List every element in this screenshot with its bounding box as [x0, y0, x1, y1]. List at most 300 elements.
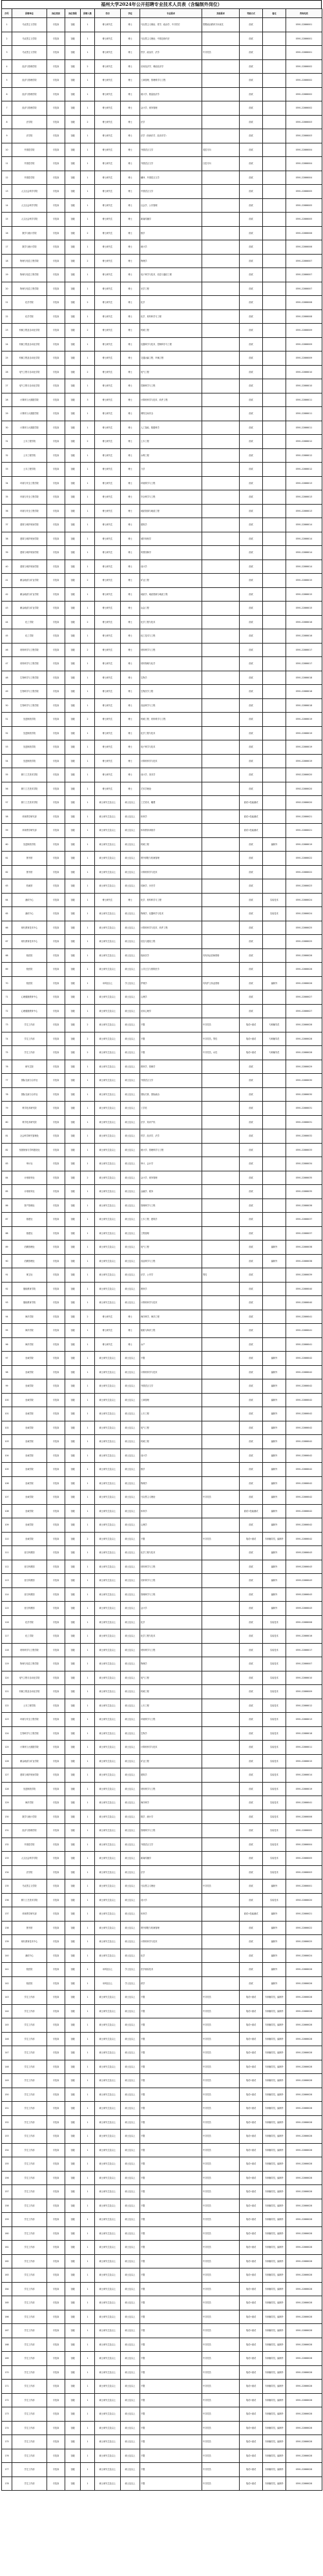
table-cell: 面试	[240, 379, 263, 393]
table-cell: 0591-22866004	[286, 157, 322, 171]
table-cell: 初级	[65, 1602, 81, 1616]
table-cell: 不限	[140, 2477, 202, 2491]
table-cell: 环境科学与工程	[140, 476, 202, 490]
table-cell	[202, 393, 240, 407]
table-cell: 国际交流与合作处	[12, 1087, 47, 1102]
table-cell: 硕士及以上	[121, 837, 140, 852]
table-cell: 教育学、管理学	[140, 1060, 202, 1074]
table-cell: 专技岗	[47, 1421, 65, 1435]
table-cell: 初级	[65, 337, 81, 351]
table-cell: 学生工作部	[12, 1018, 47, 1032]
table-cell: 0591-22866028	[286, 2296, 322, 2310]
table-cell: 中共党员	[202, 2282, 240, 2296]
table-cell: 面试	[240, 1171, 263, 1185]
table-cell: 专技岗	[47, 2463, 65, 2477]
table-cell: 初级	[65, 351, 81, 366]
table-cell	[202, 587, 240, 602]
table-cell: 1	[81, 1226, 95, 1241]
table-cell: 硕士及以上	[121, 1893, 140, 1907]
table-row	[2, 907, 322, 921]
table-cell: 专技岗	[47, 879, 65, 894]
table-cell: 1	[81, 407, 95, 421]
table-cell: 48	[2, 671, 12, 685]
table-cell: 1	[81, 2380, 95, 2394]
table-cell	[202, 824, 240, 838]
table-cell: 1	[81, 2060, 95, 2074]
table-cell: 0591-22866018	[286, 698, 322, 713]
table-row	[2, 379, 322, 393]
table-cell: 校医院	[12, 948, 47, 963]
table-cell	[202, 1963, 240, 1977]
table-cell: 面试	[240, 435, 263, 449]
table-cell: 0591-22866019	[286, 740, 322, 755]
table-cell: 硕士及以上	[121, 2185, 140, 2199]
table-cell: 编制外	[263, 1963, 286, 1977]
table-cell: 笔试+面试	[240, 2380, 263, 2394]
table-cell: 体育教学研究部	[12, 810, 47, 824]
table-row	[2, 1185, 322, 1199]
table-cell: 129	[2, 1796, 12, 1810]
table-cell: 专技岗	[47, 2365, 65, 2380]
table-cell: 1	[81, 935, 95, 949]
table-cell	[263, 629, 286, 644]
table-cell: 0591-22866038	[286, 1254, 322, 1268]
table-cell: 2	[81, 1018, 95, 1032]
table-cell: 专技岗	[47, 282, 65, 296]
table-cell: 0591-22866028	[286, 2463, 322, 2477]
table-cell: 光学工程	[140, 282, 202, 296]
table-cell: 1	[81, 1074, 95, 1088]
table-cell	[202, 1768, 240, 1783]
table-cell: 学生工作部	[12, 2268, 47, 2283]
table-cell: 1	[81, 726, 95, 740]
table-cell: 硕士研究生及以上	[95, 1657, 121, 1671]
table-cell: 初级	[65, 2143, 81, 2157]
table-cell: 初级	[65, 2060, 81, 2074]
table-cell: 硕士及以上	[121, 2463, 140, 2477]
table-cell: 硕士研究生及以上	[95, 2185, 121, 2199]
table-cell: 0591-22866016	[286, 629, 322, 644]
table-cell: 初级	[65, 1713, 81, 1727]
table-cell: 初级	[65, 2102, 81, 2116]
table-cell: 博士研究生	[95, 226, 121, 240]
table-cell: 初级	[65, 2365, 81, 2380]
table-cell: 海洋学院	[12, 1324, 47, 1338]
table-cell: 硕士研究生及以上	[95, 1532, 121, 1546]
table-cell: 0591-22866014	[286, 532, 322, 546]
table-cell: 硕士及以上	[121, 1643, 140, 1657]
table-cell	[202, 990, 240, 1005]
table-cell: 中共党员	[202, 46, 240, 60]
table-cell: 0591-22866018	[286, 671, 322, 685]
table-cell: 博士研究生	[95, 18, 121, 32]
table-cell: 面试	[240, 1657, 263, 1671]
table-cell: 面试	[240, 768, 263, 782]
table-cell: 1	[81, 421, 95, 435]
table-row	[2, 2074, 322, 2088]
table-cell: 中共党员	[202, 2338, 240, 2352]
table-cell: 面试	[240, 1491, 263, 1505]
table-cell: 初级	[65, 129, 81, 143]
table-cell	[263, 824, 286, 838]
table-row	[2, 1060, 322, 1074]
table-cell: 会计学、财务管理	[140, 101, 202, 116]
table-cell: 1	[81, 1407, 95, 1421]
table-cell: 工程管理	[140, 1226, 202, 1241]
table-cell: 心理学	[140, 990, 202, 1005]
table-cell: 硕士及以上	[121, 2310, 140, 2324]
table-cell: 0591-22866002	[286, 101, 322, 116]
table-cell: 体育教学研究部	[12, 1907, 47, 1922]
table-cell: 硕士及以上	[121, 2282, 140, 2296]
table-cell: 25	[2, 351, 12, 366]
table-cell: 面试	[240, 1768, 263, 1783]
table-cell: 工艺美术、雕塑	[140, 796, 202, 810]
table-cell	[263, 1004, 286, 1018]
table-cell: 1	[81, 2241, 95, 2255]
table-cell	[263, 407, 286, 421]
table-cell: 0591-22866009	[286, 324, 322, 338]
table-row	[2, 1865, 322, 1880]
table-cell: 0591-22866031	[286, 1102, 322, 1116]
table-cell: 63	[2, 879, 12, 894]
table-cell: 笔试+面试	[240, 2241, 263, 2255]
table-cell: 1	[81, 2282, 95, 2296]
table-cell: 编制外	[263, 1476, 286, 1491]
table-cell: 博士研究生	[95, 698, 121, 713]
table-cell: 计算机与大数据学院	[12, 393, 47, 407]
table-cell: 硕士及以上	[121, 1435, 140, 1449]
table-cell: 面试	[240, 852, 263, 866]
table-cell: 博士	[121, 504, 140, 518]
table-cell: 面试	[240, 587, 263, 602]
table-cell: 机械工程及自动化学院	[12, 1685, 47, 1699]
table-cell: 中共党员	[202, 1491, 240, 1505]
table-cell: 初级	[65, 2185, 81, 2199]
table-cell: 专技岗	[47, 1171, 65, 1185]
table-cell: 学生工作部	[12, 2407, 47, 2422]
table-row	[2, 2435, 322, 2449]
table-cell: 1	[81, 685, 95, 699]
table-cell	[263, 1199, 286, 1213]
table-cell: 笔试+面试	[240, 1046, 263, 1060]
table-cell	[263, 240, 286, 255]
table-cell: 50	[2, 698, 12, 713]
table-cell	[263, 1296, 286, 1310]
table-cell: 应用经济学、理论经济学	[140, 59, 202, 74]
table-cell: 博士	[121, 213, 140, 227]
table-cell: 面试	[240, 1337, 263, 1352]
table-cell: 继续教育学院	[12, 1282, 47, 1296]
table-cell: 1	[81, 1518, 95, 1533]
table-row	[2, 282, 322, 296]
table-cell	[202, 602, 240, 616]
table-row	[2, 324, 322, 338]
table-cell: 0591-22866028	[286, 2213, 322, 2227]
table-cell: 面试	[240, 948, 263, 963]
table-cell: 博士	[121, 1310, 140, 1324]
table-cell: 55	[2, 768, 12, 782]
table-cell	[202, 615, 240, 629]
table-cell: 专技岗	[47, 824, 65, 838]
table-cell: 不限	[140, 2185, 202, 2199]
table-cell: 面试	[240, 74, 263, 88]
table-cell: 初级	[65, 1143, 81, 1157]
table-cell: 0591-22866001	[286, 32, 322, 46]
table-cell: 面试+技能测试	[240, 796, 263, 810]
recruitment-table	[1, 8, 322, 2491]
table-cell: 计算机科学与技术	[140, 865, 202, 879]
table-cell: 0591-22866016	[286, 1629, 322, 1644]
table-cell: 初级	[65, 1560, 81, 1574]
table-row	[2, 448, 322, 463]
table-cell: 笔试+面试	[240, 2004, 263, 2018]
table-cell: 专职辅导员，编制外	[263, 1532, 286, 1546]
table-cell: 经济与管理学院	[12, 74, 47, 88]
table-cell: 硕士及以上	[121, 2296, 140, 2310]
table-cell: 晋江科教园	[12, 1560, 47, 1574]
table-cell: 1	[81, 1129, 95, 1144]
table-cell: 学生工作部	[12, 2004, 47, 2018]
table-cell: 交通运输工程、车辆工程	[140, 351, 202, 366]
table-cell: 面试	[240, 532, 263, 546]
table-cell: 专技岗	[47, 948, 65, 963]
table-cell: 1	[81, 865, 95, 879]
table-cell: 初级	[65, 2115, 81, 2130]
table-cell: 专技岗	[47, 671, 65, 685]
table-cell: 专技岗	[47, 351, 65, 366]
table-cell: 中共党员	[202, 2226, 240, 2241]
table-cell: 硕士及以上	[121, 2115, 140, 2130]
table-cell: 1	[81, 351, 95, 366]
table-cell	[263, 963, 286, 977]
table-cell: 专技岗	[47, 324, 65, 338]
table-row	[2, 2115, 322, 2130]
table-cell: 硕士及以上	[121, 907, 140, 921]
table-cell: 面试	[240, 1782, 263, 1796]
table-cell: 面试	[240, 59, 263, 74]
table-cell: 1	[81, 1921, 95, 1935]
table-cell: 1	[81, 1685, 95, 1699]
table-cell: 1	[81, 2268, 95, 2283]
table-cell: 硕士及以上	[121, 1129, 140, 1144]
table-cell: 土木工程	[140, 1407, 202, 1421]
table-cell	[202, 1643, 240, 1657]
table-cell: 0591-22866010	[286, 379, 322, 393]
table-cell: 0591-22866007	[286, 282, 322, 296]
table-cell: 紫金地质与矿业学院	[12, 587, 47, 602]
table-cell: 初级	[65, 1157, 81, 1171]
table-cell: 计算机与大数据学院	[12, 407, 47, 421]
table-cell: 编制外	[263, 1435, 286, 1449]
table-cell: 硕士研究生及以上	[95, 2352, 121, 2366]
table-cell: 0591-22866028	[286, 2365, 322, 2380]
table-cell: 硕士及以上	[121, 1143, 140, 1157]
table-cell: 专技岗	[47, 1726, 65, 1741]
table-cell: 马克思主义理论	[140, 1880, 202, 1894]
table-cell	[202, 254, 240, 268]
table-cell: 硕士研究生及以上	[95, 2282, 121, 2296]
table-cell: 统计学、数量经济学	[140, 87, 202, 101]
table-cell: 114	[2, 1587, 12, 1602]
table-cell: 初级	[65, 1976, 81, 1991]
table-cell: 149	[2, 2074, 12, 2088]
table-cell	[263, 671, 286, 685]
table-cell: 紫金地质与矿业学院	[12, 602, 47, 616]
column-header: 岗位等级	[65, 9, 81, 18]
table-cell: 笔试+面试	[240, 2393, 263, 2407]
table-cell	[202, 1254, 240, 1268]
table-row	[2, 2393, 322, 2407]
table-row	[2, 1268, 322, 1283]
table-row	[2, 893, 322, 907]
table-cell: 专技岗	[47, 1463, 65, 1477]
table-cell: 后勤管理处	[12, 1241, 47, 1255]
table-cell: 硕士及以上	[121, 1838, 140, 1852]
table-cell: 152	[2, 2115, 12, 2130]
table-cell: 金融学、税务	[140, 1185, 202, 1199]
table-cell: 面试	[240, 337, 263, 351]
table-cell: 初级	[65, 46, 81, 60]
table-cell: 初级	[65, 1393, 81, 1407]
table-cell: 初级	[65, 1324, 81, 1338]
table-cell: 博士	[121, 171, 140, 185]
table-cell: 硕士研究生及以上	[95, 1685, 121, 1699]
table-cell	[263, 490, 286, 505]
table-cell	[263, 393, 286, 407]
table-cell: 面试	[240, 1810, 263, 1824]
table-cell	[202, 226, 240, 240]
table-cell: 硕士及以上	[121, 1352, 140, 1366]
table-cell: 管理科学与工程	[140, 1587, 202, 1602]
table-cell: 40	[2, 560, 12, 574]
table-cell: 实验技术	[263, 1893, 286, 1907]
table-cell: 0591-22866011	[286, 421, 322, 435]
table-cell: 硕士研究生及以上	[95, 1824, 121, 1838]
table-cell: 硕士及以上	[121, 1907, 140, 1922]
table-cell: 硕士研究生及以上	[95, 2046, 121, 2060]
table-cell: 硕士研究生及以上	[95, 2407, 121, 2422]
table-cell: 54	[2, 754, 12, 768]
table-cell: 编制外	[263, 1393, 286, 1407]
table-cell	[263, 782, 286, 796]
table-cell: 初级	[65, 2254, 81, 2268]
table-cell: 硕士研究生及以上	[95, 907, 121, 921]
table-cell: 不限	[140, 2088, 202, 2102]
table-cell: 专技岗	[47, 1976, 65, 1991]
table-cell: 专技岗	[47, 1546, 65, 1560]
table-cell: 专技岗	[47, 504, 65, 518]
table-cell: 0591-22866005	[286, 198, 322, 213]
table-cell: 专技岗	[47, 435, 65, 449]
table-cell	[202, 837, 240, 852]
table-cell: 硕士研究生及以上	[95, 1296, 121, 1310]
table-cell: 0591-22866006	[286, 226, 322, 240]
column-header: 备注	[263, 9, 286, 18]
table-row	[2, 1532, 322, 1546]
table-cell: 专技岗	[47, 1102, 65, 1116]
table-cell: 至诚学院	[12, 1421, 47, 1435]
table-cell: 0591-22866019	[286, 726, 322, 740]
table-cell	[202, 1365, 240, 1379]
table-cell: 1	[81, 518, 95, 532]
table-cell: 博士研究生	[95, 240, 121, 255]
table-cell: 硕士及以上	[121, 2199, 140, 2213]
table-cell	[263, 879, 286, 894]
table-cell: 85	[2, 1185, 12, 1199]
column-header: 咨询电话	[286, 9, 322, 18]
table-cell: 博士	[121, 546, 140, 560]
table-cell: 硕士及以上	[121, 1629, 140, 1644]
table-cell: 专职辅导员，编制外	[263, 2171, 286, 2185]
table-cell: 初级	[65, 2352, 81, 2366]
table-cell: 0591-22866002	[286, 59, 322, 74]
table-cell: 博士	[121, 532, 140, 546]
table-cell: 0595-22866043	[286, 1560, 322, 1574]
table-cell: 面试	[240, 1087, 263, 1102]
table-cell: 专技岗	[47, 990, 65, 1005]
table-cell: 硕士研究生及以上	[95, 1713, 121, 1727]
table-cell: 初级	[65, 990, 81, 1005]
table-cell: 52	[2, 726, 12, 740]
table-cell: 博士	[121, 768, 140, 782]
table-cell: 博士	[121, 713, 140, 727]
table-cell	[263, 587, 286, 602]
table-cell: 16	[2, 226, 12, 240]
table-cell: 0591-22866011	[286, 407, 322, 421]
table-cell: 0591-22866015	[286, 574, 322, 588]
table-cell	[202, 1282, 240, 1296]
column-header: 其他要求	[202, 9, 240, 18]
table-cell	[263, 254, 286, 268]
table-row	[2, 2338, 322, 2352]
table-cell: 初级	[65, 393, 81, 407]
table-cell: 编制外	[263, 1254, 286, 1268]
table-cell: 笔试+面试	[240, 1532, 263, 1546]
table-cell: 1	[81, 2032, 95, 2046]
table-cell: 博士	[121, 393, 140, 407]
table-cell: 硕士研究生及以上	[95, 1796, 121, 1810]
table-cell: 专技岗	[47, 1671, 65, 1685]
table-cell: 中共党员	[202, 2268, 240, 2283]
table-cell: 面试	[240, 1129, 263, 1144]
table-cell: 专技岗	[47, 2449, 65, 2463]
table-cell: 面试	[240, 657, 263, 671]
table-row	[2, 407, 322, 421]
table-cell: 硕士及以上	[121, 2365, 140, 2380]
table-cell: 初级	[65, 268, 81, 282]
table-cell: 地质资源与地质工程	[140, 504, 202, 518]
table-cell: 不限	[140, 2074, 202, 2088]
table-cell: 硕士研究生及以上	[95, 2254, 121, 2268]
table-cell: 不限	[140, 2449, 202, 2463]
table-cell	[202, 59, 240, 74]
table-cell: 初级	[65, 865, 81, 879]
table-cell: 0591-22866028	[286, 2380, 322, 2394]
table-cell: 21	[2, 296, 12, 310]
table-row	[2, 240, 322, 255]
table-cell: 笔试+面试	[240, 2296, 263, 2310]
table-cell: 专技岗	[47, 1657, 65, 1671]
table-cell: 专技岗	[47, 1518, 65, 1533]
table-cell: 1	[81, 157, 95, 171]
table-cell: 本科及以上	[95, 1963, 121, 1977]
table-cell: 实验技术	[263, 1629, 286, 1644]
table-cell: 面试	[240, 1796, 263, 1810]
table-row	[2, 1476, 322, 1491]
table-cell: 面试	[240, 976, 263, 990]
table-cell: 不限	[140, 2143, 202, 2157]
